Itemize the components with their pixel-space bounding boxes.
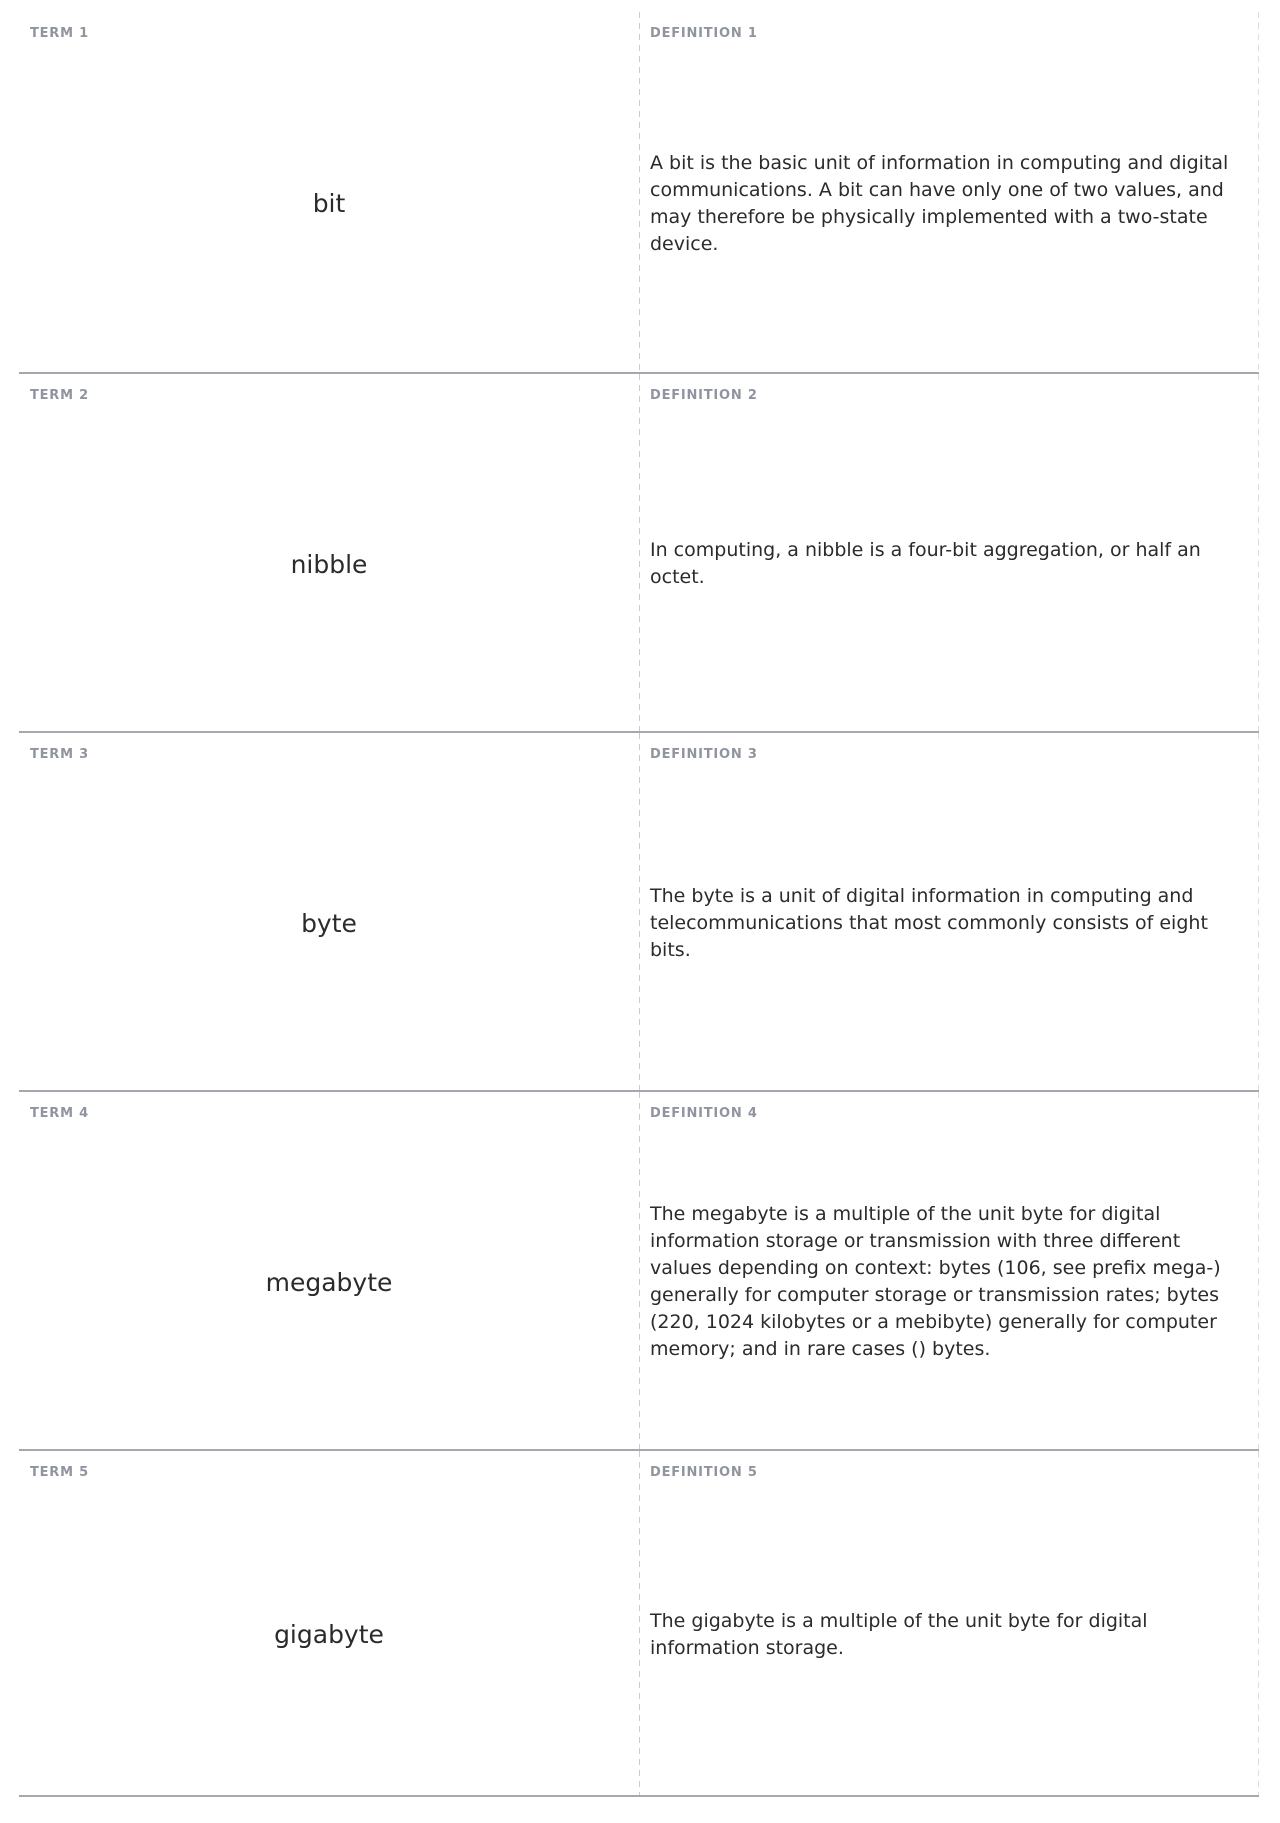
page <box>0 12 1280 1823</box>
column-divider <box>639 374 640 731</box>
definition-body <box>639 41 1259 372</box>
column-divider <box>639 12 640 372</box>
term-cell <box>19 374 639 731</box>
definition-cell <box>639 733 1259 1090</box>
term-body <box>19 41 639 372</box>
term-body <box>19 403 639 731</box>
card-row <box>19 731 1259 1090</box>
column-divider <box>639 1092 640 1449</box>
column-divider <box>639 1451 640 1795</box>
term-label: TERM 1 <box>30 26 89 41</box>
table-right-edge <box>1258 1451 1259 1795</box>
definition-text: The gigabyte is a multiple of the unit byte for digital information storage. <box>650 1609 1148 1659</box>
definition-body <box>639 762 1259 1090</box>
term-label: TERM 4 <box>30 1106 89 1121</box>
term-cell <box>19 733 639 1090</box>
term-text: byte <box>301 908 357 938</box>
card-row <box>19 1449 1259 1795</box>
definition-cell <box>639 1092 1259 1449</box>
term-cell <box>19 12 639 372</box>
definition-text: The megabyte is a multiple of the unit byte for digital information storage or transmission with three different values depending on context: bytes (106, see prefix mega-) generally for computer storage or transmission rates; bytes (220, 1024 kilobytes or a mebibyte) generally for computer memory; and in rare cases () bytes. <box>650 1203 1221 1360</box>
table-right-edge <box>1258 733 1259 1090</box>
term-body <box>19 762 639 1090</box>
term-text: bit <box>312 189 346 218</box>
term-label: TERM 5 <box>30 1465 89 1480</box>
term-text: gigabyte <box>274 1620 384 1649</box>
column-divider <box>639 733 640 1090</box>
term-cell <box>19 1092 639 1449</box>
term-text: megabyte <box>265 1267 393 1297</box>
flashcard-table <box>19 12 1259 1797</box>
term-text: nibble <box>290 549 368 579</box>
card-row <box>19 372 1259 731</box>
definition-label: DEFINITION 2 <box>650 388 758 403</box>
term-body <box>19 1121 639 1449</box>
term-cell <box>19 1451 639 1795</box>
card-row <box>19 12 1259 372</box>
card-row <box>19 1090 1259 1449</box>
definition-cell <box>639 1451 1259 1795</box>
definition-body <box>639 1480 1259 1795</box>
definition-body <box>639 1121 1259 1449</box>
definition-cell <box>639 12 1259 372</box>
definition-text: In computing, a nibble is a four-bit aggregation, or half an octet. <box>650 539 1201 588</box>
definition-label: DEFINITION 1 <box>650 26 758 41</box>
definition-label: DEFINITION 5 <box>650 1465 758 1480</box>
table-right-edge <box>1258 12 1259 372</box>
table-right-edge <box>1258 1092 1259 1449</box>
definition-body <box>639 403 1259 731</box>
term-label: TERM 2 <box>30 388 89 403</box>
term-body <box>19 1480 639 1795</box>
term-label: TERM 3 <box>30 747 89 762</box>
definition-text: A bit is the basic unit of information in computing and digital communications. A bit can have only one of two values, and may therefore be physically implemented with a two-state device. <box>650 151 1229 255</box>
definition-label: DEFINITION 4 <box>650 1106 758 1121</box>
definition-label: DEFINITION 3 <box>650 747 758 762</box>
definition-text: The byte is a unit of digital information in computing and telecommunications that most commonly consists of eight bits. <box>650 884 1208 961</box>
definition-cell <box>639 374 1259 731</box>
table-right-edge <box>1258 374 1259 731</box>
